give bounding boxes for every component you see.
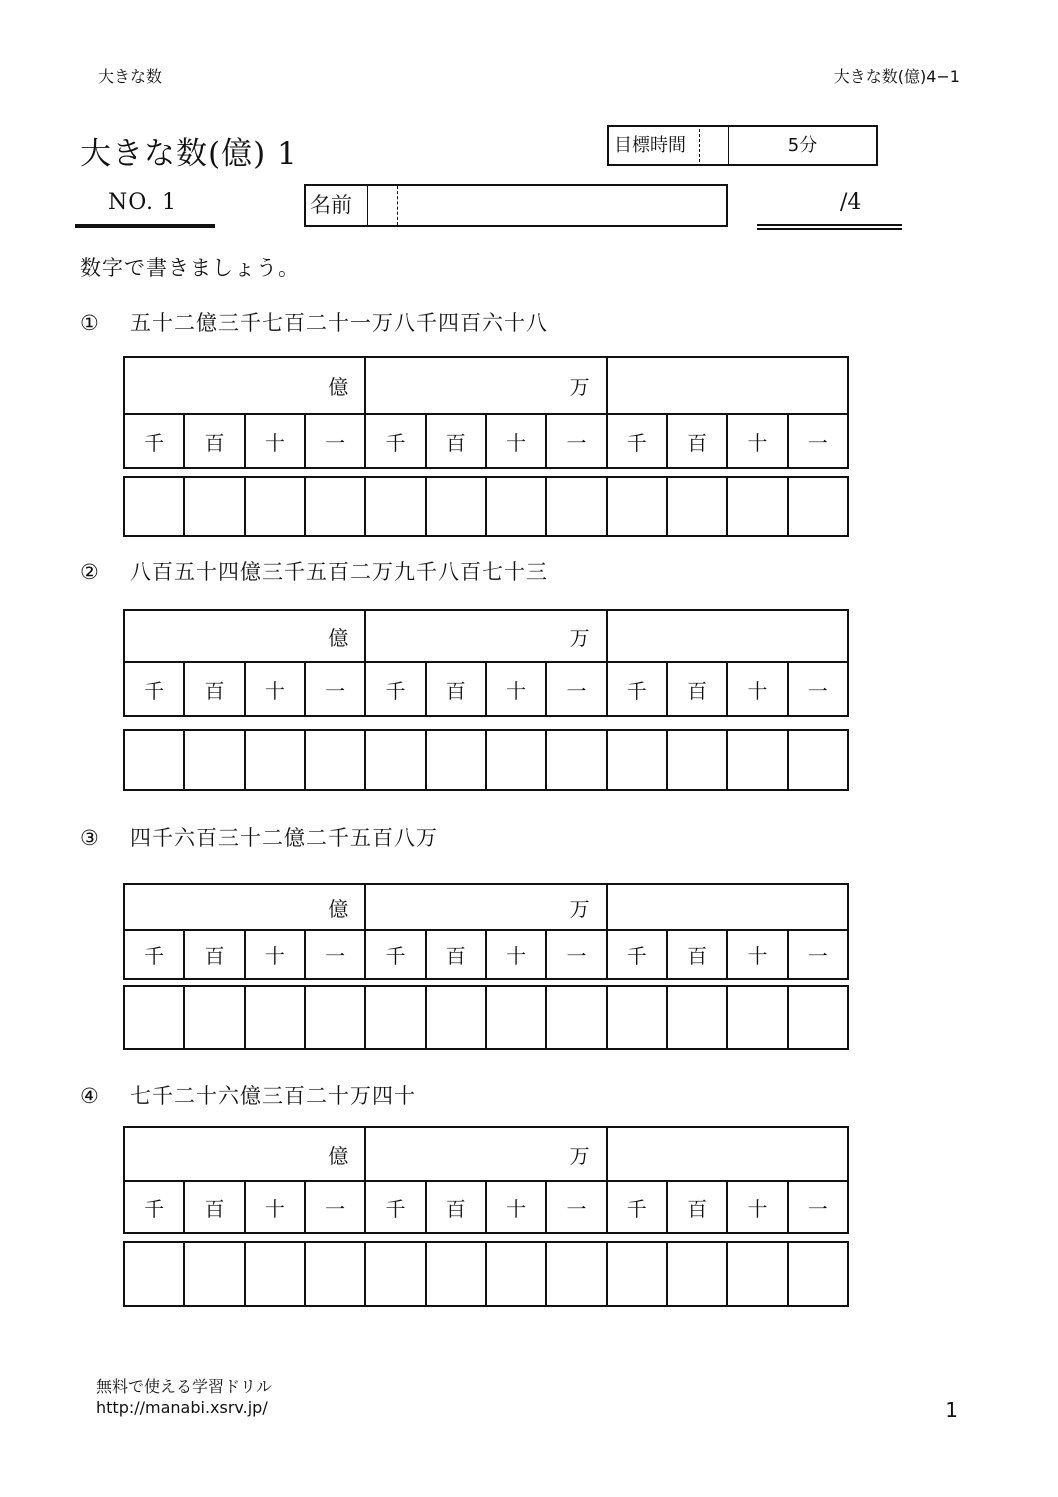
place-label: 百: [667, 662, 727, 716]
answer-cell[interactable]: [305, 730, 365, 790]
answer-cell[interactable]: [788, 477, 848, 536]
page-title: 大きな数(億) 1: [80, 136, 298, 172]
footer: [96, 1376, 272, 1418]
target-time-box: [607, 125, 878, 166]
answer-cell[interactable]: [486, 477, 546, 536]
answer-cell[interactable]: [184, 477, 244, 536]
answer-cell[interactable]: [365, 986, 425, 1049]
place-label: 一: [788, 414, 848, 468]
question-number: ③: [80, 826, 100, 850]
answer-cell[interactable]: [124, 986, 184, 1049]
place-label: 百: [426, 662, 486, 716]
footer-url[interactable]: http://manabi.xsrv.jp/: [96, 1398, 268, 1417]
page-number: 1: [945, 1398, 958, 1422]
place-label: 百: [426, 414, 486, 468]
place-label: 千: [607, 414, 667, 468]
unit-ones: [607, 357, 848, 414]
header-left: 大きな数: [98, 67, 163, 86]
unit-ones: [607, 884, 848, 930]
place-label: 千: [124, 1181, 184, 1233]
unit-man: 万: [365, 357, 606, 414]
answer-cell[interactable]: [426, 730, 486, 790]
place-label: 一: [546, 930, 606, 979]
place-label: 千: [124, 662, 184, 716]
answer-cell[interactable]: [486, 1242, 546, 1306]
answer-cell[interactable]: [426, 986, 486, 1049]
place-label: 一: [305, 930, 365, 979]
sheet-number-underline: [75, 224, 215, 228]
answer-cell[interactable]: [365, 1242, 425, 1306]
answer-cell[interactable]: [667, 1242, 727, 1306]
answer-cell[interactable]: [365, 730, 425, 790]
footer-title: 無料で使える学習ドリル: [96, 1377, 273, 1396]
place-label: 十: [727, 1181, 787, 1233]
place-label: 十: [245, 414, 305, 468]
place-label: 十: [727, 930, 787, 979]
answer-cell[interactable]: [727, 986, 787, 1049]
question-text: 四千六百三十二億二千五百八万: [130, 826, 438, 850]
place-label: 千: [607, 662, 667, 716]
place-label: 千: [365, 662, 425, 716]
place-label: 一: [305, 662, 365, 716]
answer-cell[interactable]: [546, 730, 606, 790]
place-label: 百: [667, 414, 727, 468]
answer-cell[interactable]: [124, 1242, 184, 1306]
place-label: 十: [486, 930, 546, 979]
answer-cell[interactable]: [245, 1242, 305, 1306]
place-label: 一: [788, 930, 848, 979]
place-value-grid: [123, 883, 849, 980]
sheet-number: NO. 1: [108, 190, 177, 215]
question-1: [80, 307, 548, 337]
answer-cell[interactable]: [727, 1242, 787, 1306]
answer-cell[interactable]: [486, 730, 546, 790]
answer-cell[interactable]: [245, 986, 305, 1049]
place-label: 一: [546, 414, 606, 468]
score-underline: [757, 224, 902, 226]
answer-cell[interactable]: [184, 730, 244, 790]
place-label: 千: [365, 930, 425, 979]
unit-ones: [607, 610, 848, 662]
question-2: [80, 556, 548, 586]
answer-cell[interactable]: [124, 477, 184, 536]
place-label: 十: [245, 662, 305, 716]
answer-cell[interactable]: [546, 477, 606, 536]
unit-oku: 億: [124, 357, 365, 414]
answer-row: [123, 476, 849, 537]
answer-cell[interactable]: [788, 1242, 848, 1306]
header-right: 大きな数(億)4−1: [833, 67, 960, 86]
score: /4: [840, 190, 862, 215]
place-label: 十: [486, 414, 546, 468]
answer-cell[interactable]: [607, 986, 667, 1049]
name-field[interactable]: [398, 186, 726, 225]
answer-cell[interactable]: [788, 730, 848, 790]
answer-cell[interactable]: [305, 477, 365, 536]
unit-man: 万: [365, 884, 606, 930]
answer-row: [123, 1241, 849, 1307]
place-label: 十: [486, 662, 546, 716]
answer-cell[interactable]: [546, 1242, 606, 1306]
unit-ones: [607, 1127, 848, 1181]
unit-oku: 億: [124, 884, 365, 930]
name-box: [304, 184, 728, 227]
question-number: ②: [80, 560, 100, 584]
place-label: 百: [184, 414, 244, 468]
answer-cell[interactable]: [667, 730, 727, 790]
place-label: 百: [184, 1181, 244, 1233]
place-label: 千: [365, 414, 425, 468]
place-label: 十: [486, 1181, 546, 1233]
answer-cell[interactable]: [426, 1242, 486, 1306]
answer-cell[interactable]: [245, 730, 305, 790]
place-label: 一: [305, 1181, 365, 1233]
answer-row: [123, 729, 849, 791]
place-label: 千: [124, 930, 184, 979]
place-label: 一: [546, 662, 606, 716]
target-time-value: 5分: [787, 135, 818, 156]
place-label: 百: [667, 1181, 727, 1233]
question-4: [80, 1080, 416, 1110]
place-label: 百: [426, 1181, 486, 1233]
answer-cell[interactable]: [124, 730, 184, 790]
place-value-grid: [123, 609, 849, 717]
answer-cell[interactable]: [727, 730, 787, 790]
answer-cell[interactable]: [184, 1242, 244, 1306]
answer-cell[interactable]: [607, 1242, 667, 1306]
answer-cell[interactable]: [305, 986, 365, 1049]
place-value-grid: [123, 1126, 849, 1234]
question-number: ①: [80, 311, 100, 335]
place-label: 十: [245, 930, 305, 979]
name-label: 名前: [306, 186, 368, 225]
question-number: ④: [80, 1084, 100, 1108]
answer-cell[interactable]: [184, 986, 244, 1049]
place-label: 百: [667, 930, 727, 979]
unit-oku: 億: [124, 1127, 365, 1181]
answer-cell[interactable]: [788, 986, 848, 1049]
unit-man: 万: [365, 610, 606, 662]
target-time-label: 目標時間: [609, 127, 729, 164]
answer-cell[interactable]: [546, 986, 606, 1049]
answer-cell[interactable]: [667, 986, 727, 1049]
answer-cell[interactable]: [305, 1242, 365, 1306]
place-label: 百: [184, 930, 244, 979]
place-label: 一: [305, 414, 365, 468]
place-label: 一: [788, 1181, 848, 1233]
place-label: 千: [607, 930, 667, 979]
place-label: 千: [607, 1181, 667, 1233]
unit-man: 万: [365, 1127, 606, 1181]
place-label: 一: [546, 1181, 606, 1233]
answer-cell[interactable]: [667, 477, 727, 536]
answer-cell[interactable]: [486, 986, 546, 1049]
place-label: 千: [365, 1181, 425, 1233]
place-label: 十: [245, 1181, 305, 1233]
place-label: 百: [184, 662, 244, 716]
score-underline-second: [757, 228, 902, 230]
unit-oku: 億: [124, 610, 365, 662]
instruction: 数字で書きましょう。: [80, 256, 300, 280]
place-label: 十: [727, 662, 787, 716]
answer-cell[interactable]: [245, 477, 305, 536]
answer-cell[interactable]: [607, 477, 667, 536]
place-label: 百: [426, 930, 486, 979]
answer-cell[interactable]: [727, 477, 787, 536]
answer-row: [123, 985, 849, 1050]
question-text: 七千二十六億三百二十万四十: [130, 1084, 416, 1108]
question-3: [80, 822, 438, 852]
answer-cell[interactable]: [607, 730, 667, 790]
question-text: 五十二億三千七百二十一万八千四百六十八: [130, 311, 548, 335]
answer-cell[interactable]: [426, 477, 486, 536]
place-label: 一: [788, 662, 848, 716]
answer-cell[interactable]: [365, 477, 425, 536]
name-divider: [368, 186, 398, 225]
place-label: 十: [727, 414, 787, 468]
place-value-grid: [123, 356, 849, 469]
question-text: 八百五十四億三千五百二万九千八百七十三: [130, 560, 548, 584]
place-label: 千: [124, 414, 184, 468]
